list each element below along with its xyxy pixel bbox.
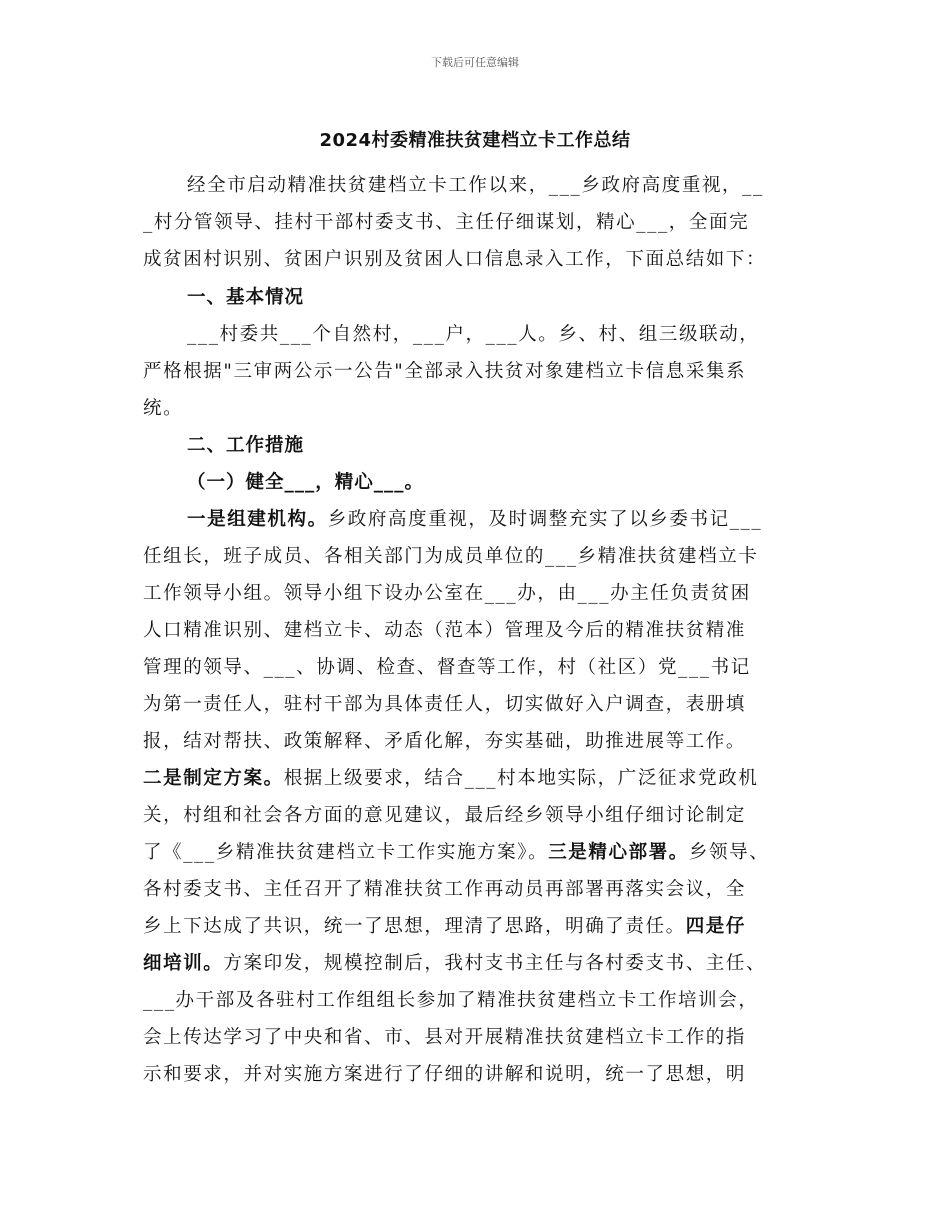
paragraph-line: 示和要求，并对实施方案进行了仔细的讲解和说明，统一了思想，明 bbox=[143, 1064, 747, 1085]
paragraph-line: 关，村组和社会各方面的意见建议，最后经乡领导小组仔细讨论制定 bbox=[143, 805, 747, 826]
paragraph-text: 了《___乡精准扶贫建档立卡工作实施方案》。 bbox=[143, 842, 549, 863]
paragraph-line: 工作领导小组。领导小组下设办公室在___办，由___办主任负责贫困 bbox=[143, 583, 751, 604]
paragraph-line: 管理的领导、___、协调、检查、督查等工作，村（社区）党___书记 bbox=[143, 657, 751, 678]
paragraph-line bbox=[143, 834, 813, 871]
emphasis-label: 细培训。 bbox=[143, 953, 224, 974]
paragraph-line bbox=[187, 501, 813, 538]
paragraph-text: 乡上下达成了共识，统一了思想，理清了思路，明确了责任。 bbox=[143, 916, 686, 937]
paragraph-line: 各村委支书、主任召开了精准扶贫工作再动员再部署再落实会议，全 bbox=[143, 879, 747, 900]
paragraph-line: 人口精准识别、建档立卡、动态（范本）管理及今后的精准扶贫精准 bbox=[143, 620, 747, 641]
paragraph-text: 乡政府高度重视，及时调整充实了以乡委书记___ bbox=[327, 509, 763, 530]
document-title: 2024村委精准扶贫建档立卡工作总结 bbox=[319, 130, 631, 151]
paragraph-text: 乡领导、 bbox=[688, 842, 770, 863]
paragraph-line: 严格根据"三审两公示一公告"全部录入扶贫对象建档立卡信息采集系 bbox=[143, 361, 747, 382]
paragraph-line: _村分管领导、挂村干部村委支书、主任仔细谋划，精心___，全面完 bbox=[143, 212, 750, 233]
paragraph-line: 经全市启动精准扶贫建档立卡工作以来，___乡政府高度重视，__ bbox=[187, 175, 764, 196]
header-note: 下载后可任意编辑 bbox=[431, 56, 519, 69]
emphasis-label: 二是制定方案。 bbox=[143, 768, 284, 789]
paragraph-line bbox=[143, 945, 813, 982]
paragraph-line: 统。 bbox=[143, 398, 184, 419]
paragraph-line: 成贫困村识别、贫困户识别及贫困人口信息录入工作，下面总结如下： bbox=[143, 249, 767, 270]
paragraph-line: 会上传达学习了中央和省、市、县对开展精准扶贫建档立卡工作的指 bbox=[143, 1027, 747, 1048]
emphasis-label: 一是组建机构。 bbox=[187, 509, 328, 530]
emphasis-label: 四是仔 bbox=[685, 916, 747, 937]
section-heading: 二、工作措施 bbox=[187, 435, 305, 456]
paragraph-line: 为第一责任人，驻村干部为具体责任人，切实做好入户调查，表册填 bbox=[143, 694, 747, 715]
paragraph-line: ___办干部及各驻村工作组组长参加了精准扶贫建档立卡工作培训会， bbox=[143, 990, 759, 1011]
section-heading: 一、基本情况 bbox=[187, 287, 305, 308]
paragraph-line bbox=[143, 760, 813, 797]
emphasis-label: 三是精心部署。 bbox=[548, 842, 689, 863]
paragraph-line bbox=[143, 908, 813, 945]
paragraph-text: 根据上级要求，结合___村本地实际，广泛征求党政机 bbox=[283, 768, 759, 789]
paragraph-line: 任组长，班子成员、各相关部门为成员单位的___乡精准扶贫建档立卡 bbox=[143, 546, 759, 567]
subsection-heading: （一）健全___，精心___。 bbox=[187, 472, 425, 493]
paragraph-line: ___村委共___个自然村，___户，___人。乡、村、组三级联动， bbox=[187, 324, 760, 345]
paragraph-text: 方案印发，规模控制后，我村支书主任与各村委支书、主任、 bbox=[223, 953, 767, 974]
paragraph-line: 报，结对帮扶、政策解释、矛盾化解，夯实基础，助推进展等工作。 bbox=[143, 731, 747, 752]
